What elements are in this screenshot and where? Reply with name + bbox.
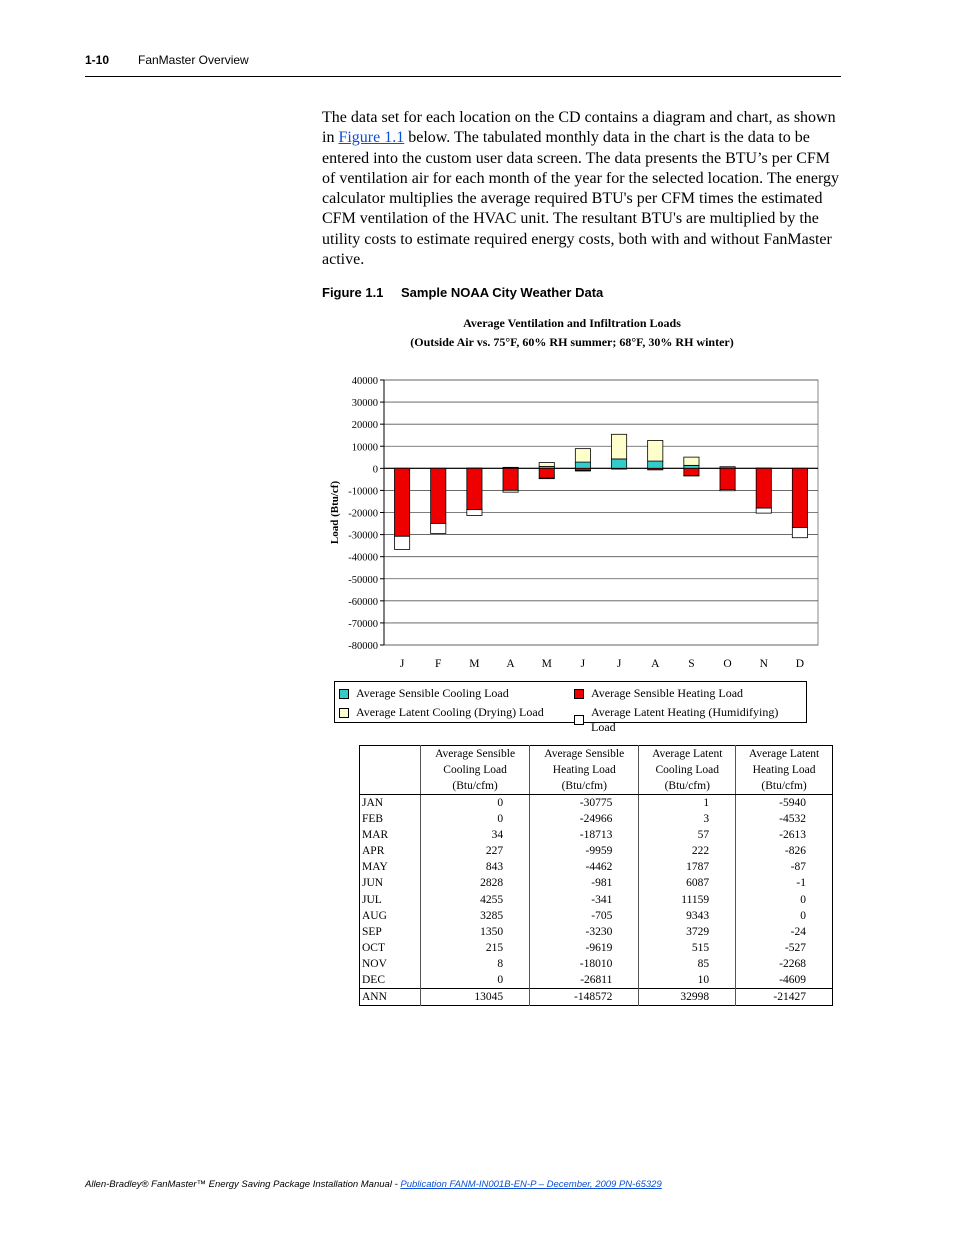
legend-swatch-latent-heating	[574, 715, 584, 725]
table-row	[360, 827, 833, 843]
table-cell: 57	[639, 827, 736, 843]
y-tick-label: -70000	[348, 618, 378, 630]
x-tick-label: J	[616, 658, 622, 670]
table-cell: 1787	[639, 859, 736, 875]
row-label: DEC	[362, 974, 385, 987]
table-cell: -24	[736, 924, 833, 940]
bar-segment	[720, 490, 735, 491]
bar-segment	[575, 470, 590, 471]
body-text-before: The data set for each location on the CD contains a diagram and chart, as shown in	[322, 109, 836, 147]
table-row	[360, 859, 833, 875]
bar-segment	[648, 461, 663, 468]
col-head-sensible-cooling	[421, 746, 530, 795]
y-tick-label: -30000	[348, 530, 378, 542]
table-cell: -4462	[530, 859, 639, 875]
table-cell: 215	[421, 940, 530, 956]
y-axis-label: Load (Btu/cf)	[329, 480, 341, 545]
x-tick-label: F	[435, 658, 442, 670]
col-head-line: Heating Load	[552, 764, 616, 776]
table-cell: -981	[530, 875, 639, 891]
table-row	[360, 811, 833, 827]
table-cell: 85	[639, 956, 736, 972]
bar-segment	[539, 468, 554, 478]
table-cell: -341	[530, 892, 639, 908]
row-label: MAR	[362, 829, 389, 842]
bar-segment	[792, 468, 807, 527]
x-tick-label: A	[506, 658, 515, 670]
legend-item-latent-cooling	[339, 705, 544, 720]
table-cell: 0	[421, 795, 530, 812]
col-head-line: (Btu/cfm)	[664, 780, 710, 792]
table-row	[360, 940, 833, 956]
bar-segment	[611, 459, 626, 468]
page-number: 1-10	[85, 53, 110, 67]
table-cell: 13045	[421, 989, 530, 1006]
col-head-latent-cooling	[639, 746, 736, 795]
row-label: OCT	[362, 941, 385, 954]
table-cell: 6087	[639, 875, 736, 891]
body-paragraph	[322, 108, 844, 270]
table-cell: -527	[736, 940, 833, 956]
section-title: FanMaster Overview	[138, 53, 249, 67]
table-cell: 0	[736, 892, 833, 908]
col-head-line: Average Sensible	[544, 748, 625, 760]
bar-segment	[431, 468, 446, 523]
figure-caption	[322, 285, 603, 300]
figure-link[interactable]: Figure 1.1	[338, 129, 405, 147]
table-cell: -2613	[736, 827, 833, 843]
table-body	[360, 795, 833, 1006]
bar-segment	[575, 449, 590, 462]
bar-segment	[394, 536, 409, 549]
x-tick-label: S	[688, 658, 695, 670]
table-total-row	[360, 989, 833, 1006]
table-cell: 1	[639, 795, 736, 812]
bar-segment	[467, 468, 482, 509]
table-row	[360, 795, 833, 812]
figure-number: Figure 1.1	[322, 285, 384, 300]
bar-segment	[684, 457, 699, 465]
legend-label-latent-heating: Average Latent Heating (Humidifying) Load	[591, 705, 779, 734]
x-tick-label: M	[541, 658, 552, 670]
col-head-line: (Btu/cfm)	[761, 780, 807, 792]
bar-segment	[756, 508, 771, 513]
table-cell: -87	[736, 859, 833, 875]
table-cell: 10	[639, 972, 736, 989]
bar-segment	[684, 468, 699, 475]
x-tick-label: D	[795, 658, 805, 670]
chart-legend	[334, 681, 807, 734]
table-cell: -30775	[530, 795, 639, 812]
table-cell: 3	[639, 811, 736, 827]
table-cell: -148572	[530, 989, 639, 1006]
legend-swatch-sensible-heating	[574, 689, 584, 699]
table-cell: -4609	[736, 972, 833, 989]
table-cell: 0	[421, 811, 530, 827]
bar-segment	[503, 490, 518, 492]
bar-segment	[648, 440, 663, 461]
table-cell: -2268	[736, 956, 833, 972]
bar-segment	[720, 468, 735, 489]
table-row	[360, 972, 833, 989]
table-cell: 222	[639, 843, 736, 859]
row-label: SEP	[362, 925, 382, 938]
col-head-line: Average Latent	[748, 748, 820, 760]
figure-title: Sample NOAA City Weather Data	[401, 285, 604, 300]
col-head-latent-heating	[736, 746, 833, 795]
table-row	[360, 892, 833, 908]
col-head-line: Average Sensible	[435, 748, 516, 760]
y-tick-label: 40000	[351, 376, 378, 387]
legend-item-sensible-cooling	[339, 686, 509, 701]
col-head-line: Cooling Load	[655, 764, 720, 776]
table-cell: -9959	[530, 843, 639, 859]
row-label: JAN	[362, 797, 384, 809]
row-label: NOV	[362, 957, 387, 970]
legend-swatch-latent-cooling	[339, 708, 349, 718]
table-cell: 4255	[421, 892, 530, 908]
row-label: AUG	[362, 909, 387, 922]
x-tick-label: A	[651, 658, 660, 670]
bar-segment	[792, 528, 807, 538]
table-cell: -826	[736, 843, 833, 859]
table-cell: 8	[421, 956, 530, 972]
col-head-line: (Btu/cfm)	[561, 780, 607, 792]
table-cell: 34	[421, 827, 530, 843]
col-head-line: Average Latent	[652, 748, 723, 760]
table-cell: 0	[421, 972, 530, 989]
bar-segment	[503, 467, 518, 468]
table-header-row	[360, 746, 833, 795]
col-head-sensible-heating	[530, 746, 639, 795]
bar-segment	[684, 475, 699, 476]
legend-label-latent-cooling: Average Latent Cooling (Drying) Load	[356, 705, 544, 719]
table-row	[360, 908, 833, 924]
col-head-line: Heating Load	[752, 764, 816, 776]
x-tick-label: J	[399, 658, 405, 670]
table-cell: -26811	[530, 972, 639, 989]
x-tick-label: M	[469, 658, 480, 670]
footer-publication-link[interactable]: Publication FANM-IN001B-EN-P – December, 2009 PN-65329	[400, 1179, 662, 1190]
y-tick-label: -40000	[348, 552, 378, 564]
bar-segment	[575, 462, 590, 468]
body-text-after: below. The tabulated monthly data in the chart is the data to be entered into the custom user data screen. The data presents the BTU’s per CFM of ventilation air for each month of the year for the selected location. The energy calculator multiplies the average required BTU's per CFM times the estimated CFM ventilation of the HVAC unit. The resultant BTU's are multiplied by the utility costs to estimate required energy costs, both with and without FanMaster active.	[322, 129, 839, 269]
x-tick-label: O	[723, 658, 732, 670]
table-row	[360, 924, 833, 940]
bar-segment	[611, 468, 626, 469]
row-label: MAY	[362, 861, 388, 874]
row-label: JUL	[362, 893, 382, 906]
legend-label-sensible-cooling: Average Sensible Cooling Load	[356, 686, 509, 700]
x-tick-label: N	[759, 658, 768, 670]
y-tick-label: 10000	[351, 442, 378, 454]
row-label: FEB	[362, 813, 384, 826]
bar-segment	[467, 510, 482, 516]
y-tick-label: 30000	[351, 398, 378, 410]
table-cell: 2828	[421, 875, 530, 891]
table-cell: 3285	[421, 908, 530, 924]
row-label: ANN	[360, 989, 421, 1006]
bar-segment	[539, 463, 554, 467]
load-chart	[322, 365, 832, 675]
table-cell: 227	[421, 843, 530, 859]
table-cell: 32998	[639, 989, 736, 1006]
load-data-table	[359, 745, 833, 1006]
row-label: APR	[362, 845, 385, 858]
chart-title: Average Ventilation and Infiltration Loads	[463, 316, 681, 330]
y-tick-label: -80000	[348, 641, 378, 652]
table-cell: 11159	[639, 892, 736, 908]
table-corner	[360, 746, 421, 795]
footer-text: Allen-Bradley® FanMaster™ Energy Saving Package Installation Manual -	[85, 1179, 401, 1190]
bar-segment	[720, 467, 735, 468]
bar-segment	[756, 468, 771, 508]
x-tick-label: J	[580, 658, 586, 670]
bar-segment	[611, 434, 626, 459]
page-footer	[85, 1179, 662, 1190]
table-cell: -9619	[530, 940, 639, 956]
bar-segment	[539, 478, 554, 479]
bar-segment	[503, 468, 518, 490]
table-cell: 3729	[639, 924, 736, 940]
table-cell: 0	[736, 908, 833, 924]
row-label: JUN	[362, 877, 384, 890]
y-tick-label: -60000	[348, 596, 378, 608]
bar-segment	[394, 468, 409, 536]
col-head-line: Cooling Load	[443, 764, 507, 776]
header-rule	[85, 76, 841, 77]
legend-item-sensible-heating	[574, 686, 743, 701]
legend-item-latent-heating	[574, 705, 806, 735]
table-cell: -1	[736, 875, 833, 891]
table-cell: 515	[639, 940, 736, 956]
bar-segment	[431, 523, 446, 533]
table-cell: 1350	[421, 924, 530, 940]
col-head-line: (Btu/cfm)	[452, 780, 498, 792]
y-tick-label: -10000	[348, 486, 378, 498]
legend-label-sensible-heating: Average Sensible Heating Load	[591, 686, 744, 700]
chart-subtitle: (Outside Air vs. 75°F, 60% RH summer; 68°F, 30% RH winter)	[410, 335, 734, 349]
table-cell: -705	[530, 908, 639, 924]
table-cell: -24966	[530, 811, 639, 827]
table-cell: -5940	[736, 795, 833, 812]
table-cell: -21427	[736, 989, 833, 1006]
bar-segment	[684, 465, 699, 468]
table-cell: -3230	[530, 924, 639, 940]
table-cell: -18713	[530, 827, 639, 843]
table-row	[360, 875, 833, 891]
table-cell: -18010	[530, 956, 639, 972]
table-cell: 843	[421, 859, 530, 875]
y-tick-label: 20000	[351, 420, 378, 432]
table-row	[360, 956, 833, 972]
table-cell: -4532	[736, 811, 833, 827]
table-row	[360, 843, 833, 859]
y-tick-label: 0	[372, 464, 378, 476]
legend-swatch-sensible-cooling	[339, 689, 349, 699]
y-tick-label: -20000	[348, 508, 378, 520]
y-tick-label: -50000	[348, 574, 378, 586]
table-cell: 9343	[639, 908, 736, 924]
bar-segment	[648, 468, 663, 470]
